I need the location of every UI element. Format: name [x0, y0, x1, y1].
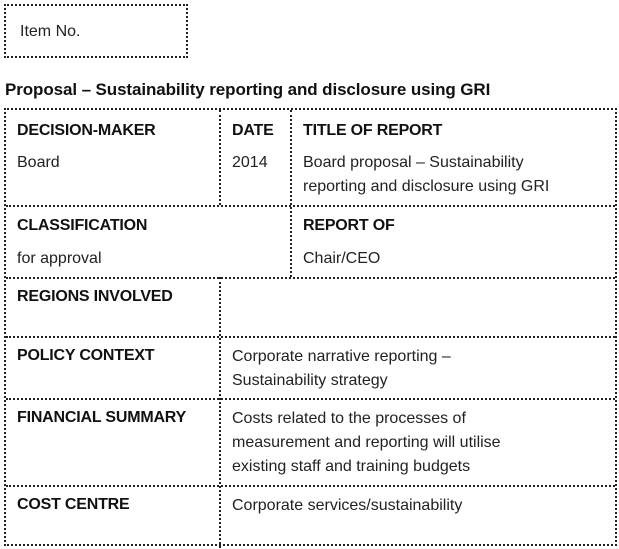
- row-divider: [6, 205, 615, 207]
- item-number-box: [4, 4, 188, 58]
- cost-centre-label: COST CENTRE: [17, 496, 130, 513]
- policy-context-label: POLICY CONTEXT: [17, 347, 155, 364]
- financial-summary-value-line2: measurement and reporting will utilise: [232, 434, 501, 451]
- decision-maker-value: Board: [17, 154, 60, 171]
- cost-centre-value: Corporate services/sustainability: [232, 497, 463, 514]
- row-divider: [6, 398, 615, 400]
- regions-involved-label: REGIONS INVOLVED: [17, 288, 173, 305]
- date-value: 2014: [232, 154, 268, 171]
- item-number-label: Item No.: [20, 23, 81, 40]
- row-divider: [6, 485, 615, 487]
- title-of-report-value-line2: reporting and disclosure using GRI: [303, 178, 550, 195]
- policy-context-value-line2: Sustainability strategy: [232, 372, 388, 389]
- financial-summary-value-line1: Costs related to the processes of: [232, 410, 466, 427]
- col-divider: [219, 277, 221, 548]
- classification-value: for approval: [17, 250, 102, 267]
- col-divider: [290, 110, 292, 277]
- row-divider: [6, 336, 615, 338]
- proposal-details-table: [4, 108, 617, 546]
- title-of-report-label: TITLE OF REPORT: [303, 122, 443, 139]
- date-label: DATE: [232, 122, 274, 139]
- financial-summary-label: FINANCIAL SUMMARY: [17, 409, 187, 426]
- classification-label: CLASSIFICATION: [17, 217, 148, 234]
- financial-summary-value-line3: existing staff and training budgets: [232, 458, 471, 475]
- policy-context-value-line1: Corporate narrative reporting –: [232, 348, 451, 365]
- title-of-report-value-line1: Board proposal – Sustainability: [303, 154, 524, 171]
- report-of-label: REPORT OF: [303, 217, 395, 234]
- decision-maker-label: DECISION-MAKER: [17, 122, 156, 139]
- document-heading: Proposal – Sustainability reporting and disclosure using GRI: [5, 80, 491, 99]
- row-divider: [6, 277, 615, 279]
- report-of-value: Chair/CEO: [303, 250, 381, 267]
- col-divider: [219, 110, 221, 205]
